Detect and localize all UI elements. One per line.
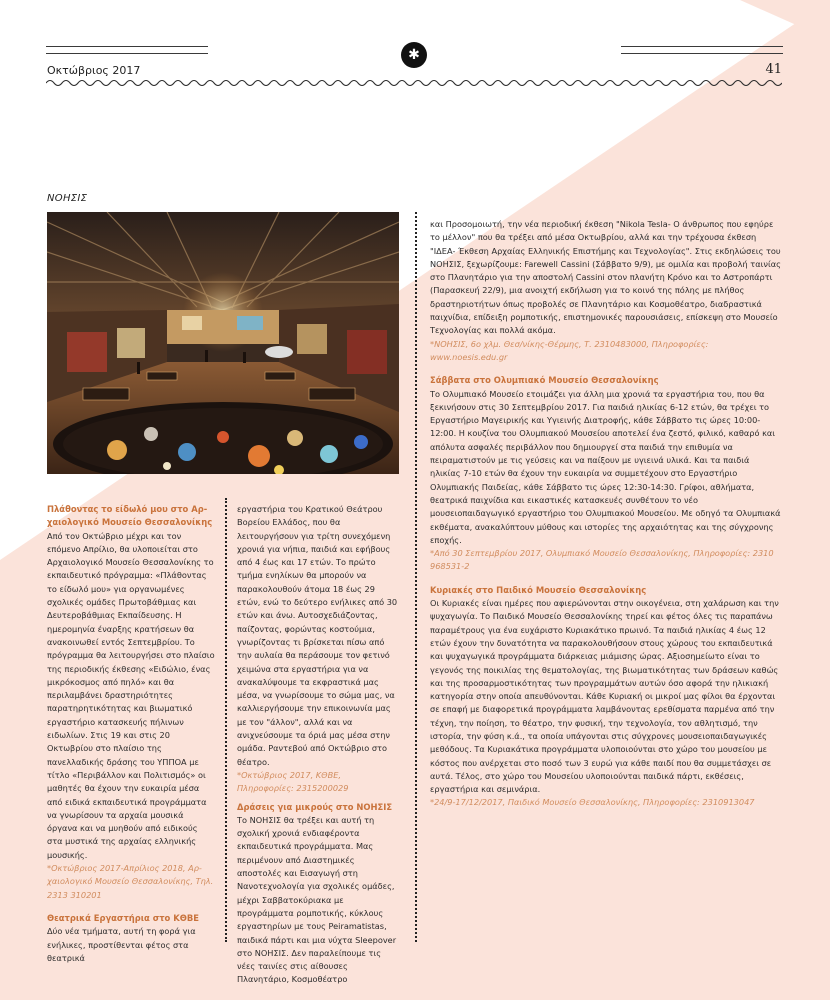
issue-date: Οκτώβριος 2017 [47,64,141,77]
article-body-archaeological: Από τον Οκτώβριο μέχρι και τον επόμενο Απρίλιο, θα υλοποιείται στο Αρχαιολογικό Μουσείο Θεσσαλονίκης το εκπαιδευτικό πρόγραμμα: «Πλάθοντας το είδωλό μου» για οργανωμένες σχολικές ομάδες Πρωτοβάθμιας και Δευτεροβάθμιας Εκπαίδευσης. Η ημερομηνία έναρξης κρατήσεων θα ανακοινωθεί εντός Σεπτεμβρίου. Το πρόγραμμα θα λειτουργήσει στο πλαίσιο της περιοδικής έκθεσης «Ειδώλιο, ένας μικρόκοσμος από πηλό» και θα περιλαμβάνει δραστηριότητες παρατηρητικότητας και βιωματικό εργαστήριο κατασκευής πήλινων ειδωλίων. Στις 19 και στις 20 Οκτωβρίου στο πλαίσιο της πανελλαδικής δράσης του ΥΠΠΟΑ με τίτλο «Περιβάλλον και Πολιτισμός» οι μαθητές θα έχουν την ευκαιρία μέσα από ειδικά εκπαιδευτικά προγράμματα να γνωρίσουν τα αρχαία μουσικά όργανα και να μυηθούν από ειδικούς στα μυστικά της αρχαίας ελληνικής μουσικής. [47,530,215,860]
article-credit-archaeological: *Οκτώβριος 2017-Απρίλιος 2018, Αρ-χαιολογικό Μουσείο Θεσσαλονίκης, Τηλ. 2313 310201 [47,863,214,900]
article-body-noesis-kids: Το ΝΟΗΣΙΣ θα τρέξει και αυτή τη σχολική χρονιά ενδιαφέροντα εκπαιδευτικά προγράμματα. Μας περιμένουν από Διαστημικές αποστολές και Εισαγωγή στη Νανοτεχνολογία για σχολικές ομάδες, μέχρι Σαββατοκύριακα με προγράμματα ρομποτικής, κύκλους εργαστηρίων με τους Peiramatistas, παιδικά πάρτι και μια νύχτα Sleepover στο ΝΟΗΣΙΣ. Δεν παραλείπουμε τις νέες ταινίες στις αίθουσες Πλανητάριο, Κοσμοθέατρο [237,814,397,985]
article-heading-childrens-museum: Κυριακές στο Παιδικό Μουσείο Θεσσαλονίκης [430,584,647,595]
article-credit-theatre: *Οκτώβριος 2017, ΚΘΒΕ, Πληροφορίες: 2315200029 [237,769,349,794]
page-number: 41 [765,62,782,77]
column-divider-1 [225,498,227,942]
header-rule-right [621,46,783,54]
article-heading-archaeological: Πλάθοντας το είδωλό μου στο Αρ-χαιολογικό Μουσείο Θεσσαλονίκης [47,504,213,528]
article-credit-noesis: *ΝΟΗΣΙΣ, 6ο χλμ. Θεσ/νίκης-Θέρμης, Τ. 2310483000, Πληροφορίες: www.noesis.edu.gr [430,338,709,362]
header-rule-left [46,46,208,54]
section-label: ΝΟΗΣΙΣ [47,193,88,204]
museum-hall-photo [47,212,399,474]
column-1 [47,503,215,965]
article-credit-olympic-museum: *Από 30 Σεπτεμβρίου 2017, Ολυμπιακό Μουσείο Θεσσαλονίκης, Πληροφορίες: 2310 968531-2 [430,548,774,572]
column-divider-2 [415,212,417,942]
article-heading-olympic-museum: Σάββατα στο Ολυμπιακό Μουσείο Θεσσαλονίκης [430,375,659,386]
article-heading-theatre-workshops: Θεατρικά Εργαστήρια στο ΚΘΒΕ [47,912,199,923]
column-3 [430,218,782,810]
article-body-theatre-continued: εργαστήρια του Κρατικού Θεάτρου Βορείου Ελλάδος, που θα λειτουργήσουν για τρίτη συνεχόμενη χρονιά για νήπια, παιδιά και εφήβους από 4 έως και 17 ετών. Το πρώτο τμήμα ενηλίκων θα μπορούν να παρακολουθούν άτομα 18 έως 29 ετών, ενώ το δεύτερο ενήλικες από 30 ετών και άνω. Αυτοσχεδιάζοντας, παίζοντας, φορώντας κοστούμια, γνωρίζοντας τι βρίσκεται πίσω από την αυλαία θα περάσουμε τον φετινό χειμώνα στα εργαστήρια για να ανακαλύψουμε τα εκφραστικά μας μέσα, να γνωρίσουμε το σώμα μας, να καλλιεργήσουμε την επικοινωνία μας με τον "άλλον", αλλά και να ανιχνεύσουμε τα όριά μας μέσα στην ομάδα. Ραντεβού από Οκτώβριο στο θέατρο. [237,504,398,767]
column-2 [237,503,399,987]
asterisk-emblem-icon: ✱ [401,42,427,68]
article-body-childrens-museum: Οι Κυριακές είναι ημέρες που αφιερώνονται στην οικογένεια, στη χαλάρωση και την ψυχαγωγία. Το Παιδικό Μουσείο Θεσσαλονίκης τηρεί και φέτος όλες τις παραπάνω παραμέτρους για ένα ευχάριστο Κυριακάτικο πρωινό. Τα παιδιά ηλικίας 4 έως 12 ετών έχουν την δυνατότητα να παρακολουθήσουν στους χώρους του εκπαιδευτικά και ψυχαγωγικά προγράμματα διάρκειας μιάμισης ώρας. Αξιοσημείωτο είναι το γεγονός της ποικιλίας της θεματολογίας, της βιωματικότητας των δράσεων καθώς και της προσαρμοστικότητας των προγραμμάτων αυτών όσο αφορά την ηλικιακή κατηγορία στην οποία απευθύνονται. Κάθε Κυριακή οι μικροί μας φίλοι θα έρχονται σε επαφή με διαφορετικά προγράμματα λαμβάνοντας ερεθίσματα παρμένα από την τέχνη, την ποίηση, το θέατρο, την φυσική, την τεχνολογία, τον αθλητισμό, την ιστορία, την φύση κ.ά., τα οποία υπάγονται στις σύγχρονες μουσειοπαιδαγωγικές μεθόδους. Τα Κυριακάτικα προγράμματα υλοποιούνται στο χώρο του μουσείου με κόστος που ανέρχεται στο ποσό των 3 ευρώ για κάθε παιδί που θα συμμετάσχει σε αυτά. Τέλος, στο χώρο του Μουσείου υλοποιούνται παιδικά πάρτι, εκθέσεις, εργαστήρια και σεμινάρια. [430,598,779,795]
article-body-theatre-workshops: Δύο νέα τμήματα, αυτή τη φορά για ενήλικες, προστίθενται φέτος στα θεατρικά [47,926,196,963]
wavy-divider [46,78,782,88]
article-body-olympic-museum: Το Ολυμπιακό Μουσείο ετοιμάζει για άλλη μια χρονιά τα εργαστήρια του, που θα ξεκινήσουν στις 30 Σεπτεμβρίου 2017. Για παιδιά ηλικίας 6-12 ετών, θα τρέχει το Εργαστήριο Μαγειρικής και Υγιεινής Διατροφής, κάθε Σάββατο τις ώρες 10:00-12:00. Η κουζίνα του Ολυμπιακού Μουσείου αποτελεί ένα ζεστό, φιλικό, καθαρό και απόλυτα ασφαλές περιβάλλον που δημιουργεί στα παιδιά την επιθυμία να πειραματιστούν με τις γεύσεις και να παίξουν με υγιεινά υλικά. Και τα παιδιά ηλικίας 7-10 ετών θα έχουν την ευκαιρία να συμμετέχουν στο Εργαστήριο Ολυμπιακής Παιδείας, κάθε Σάββατο τις ώρες 12:30-14:30. Γρίφοι, αθλήματα, θεατρικά παιχνίδια και εικαστικές κατασκευές συνθέτουν το νέο μουσειοπαιδαγωγικό εργαστήριο του Ολυμπιακού Μουσείου. Με οδηγό τα Ολυμπιακά εκθέματα, ανακαλύπτουν μύθους και ιστορίες της αρχαιότητας και της σύγχρονης εποχής. [430,388,781,545]
article-body-noesis-continued: και Προσομοιωτή, την νέα περιοδική έκθεση "Nikola Tesla- Ο άνθρωπος που εφηύρε το μέλλον" που θα τρέξει από μέσα Οκτωβρίου, αλλά και την τρέχουσα έκθεση "ΙΔΕΑ- Έκθεση Αρχαίας Ελληνικής Επιστήμης και Τεχνολογίας". Στις εκδηλώσεις του ΝΟΗΣΙΣ, ξεχωρίζουμε: Farewell Cassini (Σάββατο 9/9), με ομιλία και προβολή ταινίας στο Πλανητάριο για την αποστολή Cassini στον πλανήτη Κρόνο και το Αστροπάρτι (Παρασκευή 22/9), μια ανοιχτή εκδήλωση για το κοινό της πόλης με πλήθος δραστηριοτήτων όπως προβολές σε Πλανητάριο και Κοσμοθέατρο, διαδραστικά παιχνίδια, επίδειξη ρομποτικής, επιστημονικές παρουσιάσεις, επίσκεψη στο Μουσείο Τεχνολογίας και πολλά ακόμα. [430,219,781,336]
article-credit-childrens-museum: *24/9-17/12/2017, Παιδικό Μουσείο Θεσσαλονίκης, Πληροφορίες: 2310913047 [430,797,755,808]
article-heading-noesis-kids: Δράσεις για μικρούς στο ΝΟΗΣΙΣ [237,801,393,812]
